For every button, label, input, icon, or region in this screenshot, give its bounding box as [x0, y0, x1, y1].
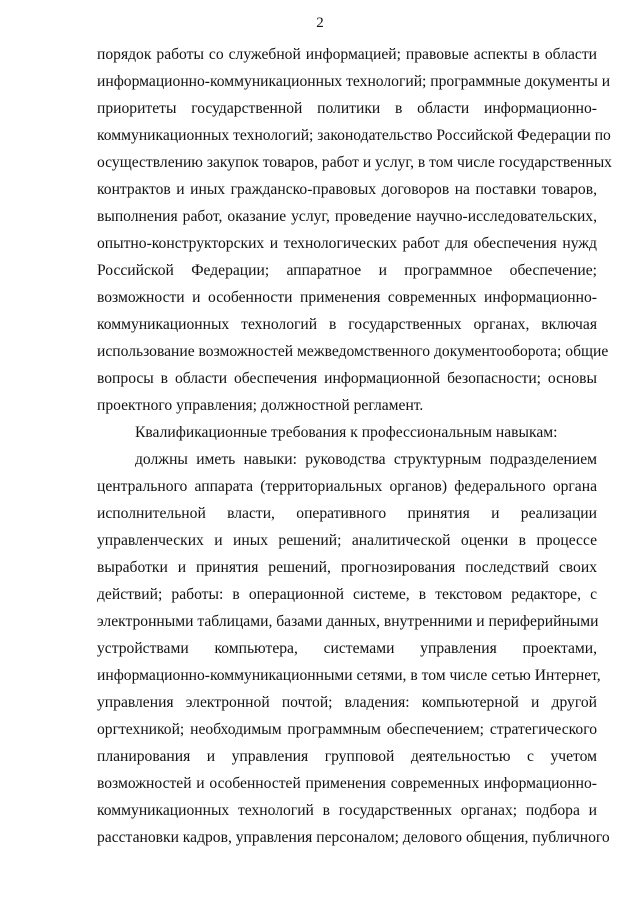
text-line: планирования и управления групповой деятельностью с учетом [97, 748, 597, 765]
text-line: коммуникационных технологий в государственных органах, включая [97, 316, 597, 333]
text-line: осуществлению закупок товаров, работ и услуг, в том числе государственных [97, 154, 612, 171]
text-line: порядок работы со служебной информацией; правовые аспекты в области [97, 46, 597, 63]
text-line: коммуникационных технологий в государственных органах; подбора и [97, 802, 597, 819]
text-line: вопросы в области обеспечения информационной безопасности; основы [97, 370, 597, 387]
text-line: возможностей и особенностей применения современных информационно- [97, 775, 597, 792]
text-line: управленческих и иных решений; аналитической оценки в процессе [97, 532, 597, 549]
text-line: действий; работы: в операционной системе, в текстовом редакторе, с [97, 586, 597, 603]
text-line: информационно-коммуникационных технологий; программные документы и [97, 73, 611, 90]
page-number: 2 [316, 15, 324, 31]
text-line: электронными таблицами, базами данных, внутренними и периферийными [97, 613, 599, 630]
text-line: центрального аппарата (территориальных органов) федерального органа [97, 478, 597, 495]
text-line: контрактов и иных гражданско-правовых договоров на поставки товаров, [97, 181, 597, 198]
text-line: исполнительной власти, оперативного принятия и реализации [97, 505, 597, 522]
text-line: устройствами компьютера, системами управления проектами, [97, 640, 597, 657]
text-line: управления электронной почтой; владения: компьютерной и другой [97, 694, 597, 711]
text-line: информационно-коммуникационными сетями, в том числе сетью Интернет, [97, 667, 601, 684]
text-line: выполнения работ, оказание услуг, проведение научно-исследовательских, [97, 208, 597, 225]
text-line: Квалификационные требования к профессиональным навыкам: [135, 424, 558, 441]
text-line: использование возможностей межведомственного документооборота; общие [97, 343, 609, 360]
text-line: опытно-конструкторских и технологических работ для обеспечения нужд [97, 235, 597, 252]
text-line: приоритеты государственной политики в области информационно- [97, 100, 597, 117]
body-text [97, 41, 612, 851]
text-line: возможности и особенности применения современных информационно- [97, 289, 597, 306]
text-line: выработки и принятия решений, прогнозирования последствий своих [97, 559, 597, 576]
text-line: Российской Федерации; аппаратное и программное обеспечение; [97, 262, 597, 279]
text-line: должны иметь навыки: руководства структурным подразделением [135, 451, 597, 468]
text-line: расстановки кадров, управления персоналом; делового общения, публичного [97, 829, 610, 846]
text-line: коммуникационных технологий; законодательство Российской Федерации по [97, 127, 611, 144]
text-line: оргтехникой; необходимым программным обеспечением; стратегического [97, 721, 597, 738]
text-line: проектного управления; должностной регламент. [97, 397, 424, 414]
